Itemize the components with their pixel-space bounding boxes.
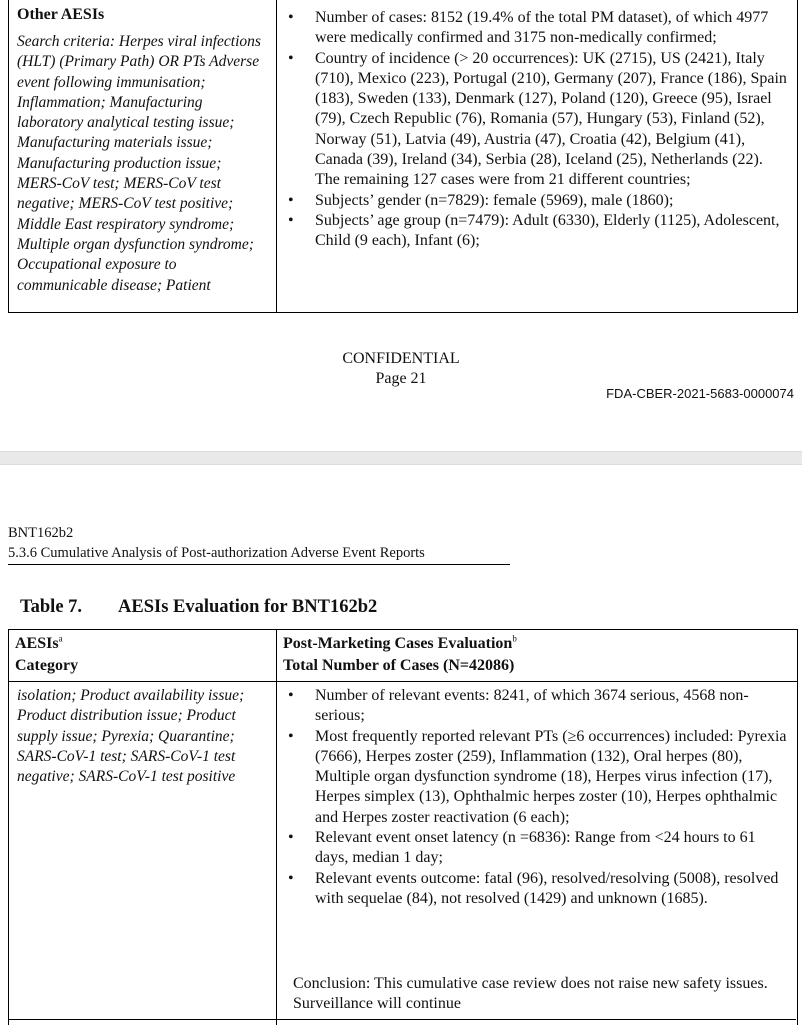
table-caption [20, 597, 377, 618]
header-rule [8, 564, 510, 565]
evaluation-bullet-list [277, 686, 791, 909]
column-header-evaluation: Post-Marketing Cases Evaluation$^b$ Total Number of Cases (N=42086) [283, 633, 517, 674]
list-item: • Relevant event onset latency (n =6836): Range from <24 hours to 61 days, median 1 day; [288, 829, 756, 867]
bullet-icon: • [288, 687, 294, 704]
search-criteria-text: isolation; Product availability issue; Product distribution issue; Product supply issue; Pyrexia; Quarantine; SARS-CoV-1 test; SARS-CoV-1 test negative; SARS-CoV-1 test positive [17, 687, 245, 786]
column-header-aesis: AESIs$^a$ Category [15, 633, 79, 674]
list-item: • Relevant events outcome: fatal (96), resolved/resolving (5008), resolved with sequelae (84), not resolved (1429) and unknown (1685). [288, 869, 779, 907]
category-title: Other AESIs [17, 6, 105, 23]
bullet-icon: • [288, 829, 294, 847]
list-item: • Most frequently reported relevant PTs (≥6 occurrences) included: Pyrexia (7666), Herpes zoster (259), Inflammation (132), Oral herpes (80), Multiple organ dysfunction syndrome (18), Herpes virus infection (17), Herpes simplex (13), Ophthalmic herpes zoster (10), Herpes ophthalmic and Herpes zoster reactivation (6 each); [288, 727, 787, 826]
list-item: • Number of relevant events: 8241, of which 3674 serious, 4568 non-serious; [288, 687, 749, 725]
page-divider [0, 451, 802, 465]
list-item: • Subjects’ age group (n=7479): Adult (6330), Elderly (1125), Adolescent, Child (9 each), Infant (6); [288, 211, 780, 250]
bates-number: FDA-CBER-2021-5683-0000074 [606, 386, 794, 401]
section-title: 5.3.6 Cumulative Analysis of Post-authorization Adverse Event Reports [8, 545, 425, 561]
table-bottom-rule [8, 1019, 796, 1020]
aesi-evaluation-table [8, 629, 798, 1025]
confidential-label: CONFIDENTIAL [342, 350, 460, 367]
footnote-ref: b [512, 633, 517, 644]
evaluation-column [277, 630, 797, 1025]
bullet-icon: • [288, 869, 294, 887]
page-number: Page 21 [375, 370, 427, 387]
list-item: • Country of incidence (> 20 occurrences): UK (2715), US (2421), Italy (710), Mexico (223), Portugal (210), Germany (207), France (186), Spain (183), Sweden (133), Denmark (127), Poland (120), Greece (95), Israel (79), Czech Republic (76), Romania (57), Hungary (53), Finland (52), Norway (51), Latvia (49), Austria (47), Croatia (42), Belgium (41), Canada (39), Ireland (34), Serbia (28), Iceland (25), Netherlands (22). The remaining 127 cases were from 21 different countries; [288, 49, 787, 189]
evaluation-bullet-list [277, 8, 791, 252]
aesi-category-cell [9, 0, 277, 312]
bullet-icon: • [288, 211, 294, 229]
evaluation-cell [277, 0, 797, 312]
table-title: AESIs Evaluation for BNT162b2 [118, 597, 378, 617]
bullet-icon: • [288, 9, 294, 26]
aesi-table-continued [8, 0, 798, 313]
aesi-category-column [9, 630, 277, 1025]
page-footer [0, 349, 802, 389]
conclusion-text: Conclusion: This cumulative case review does not raise new safety issues. Surveillance will continue [293, 975, 768, 1013]
list-item: • Subjects’ gender (n=7829): female (5969), male (1860); [277, 191, 791, 211]
bullet-icon: • [288, 191, 294, 209]
product-name: BNT162b2 [8, 525, 74, 541]
header-separator [9, 681, 797, 682]
bullet-icon: • [288, 49, 294, 67]
search-criteria-text: Search criteria: Herpes viral infections (HLT) (Primary Path) OR PTs Adverse event following immunisation; Inflammation; Manufacturing laboratory analytical testing issue; Manufacturing materials issue; Manufacturing production issue; MERS-CoV test; MERS-CoV test negative; MERS-CoV test positive; Middle East respiratory syndrome; Multiple organ dysfunction syndrome; Occupational exposure to communicable disease; Patient [17, 33, 261, 294]
list-item: • Number of cases: 8152 (19.4% of the total PM dataset), of which 4977 were medically confirmed and 3175 non-medically confirmed; [288, 9, 769, 47]
table-number: Table 7. [20, 597, 83, 617]
footnote-ref: a [58, 633, 63, 644]
bullet-icon: • [288, 727, 294, 745]
